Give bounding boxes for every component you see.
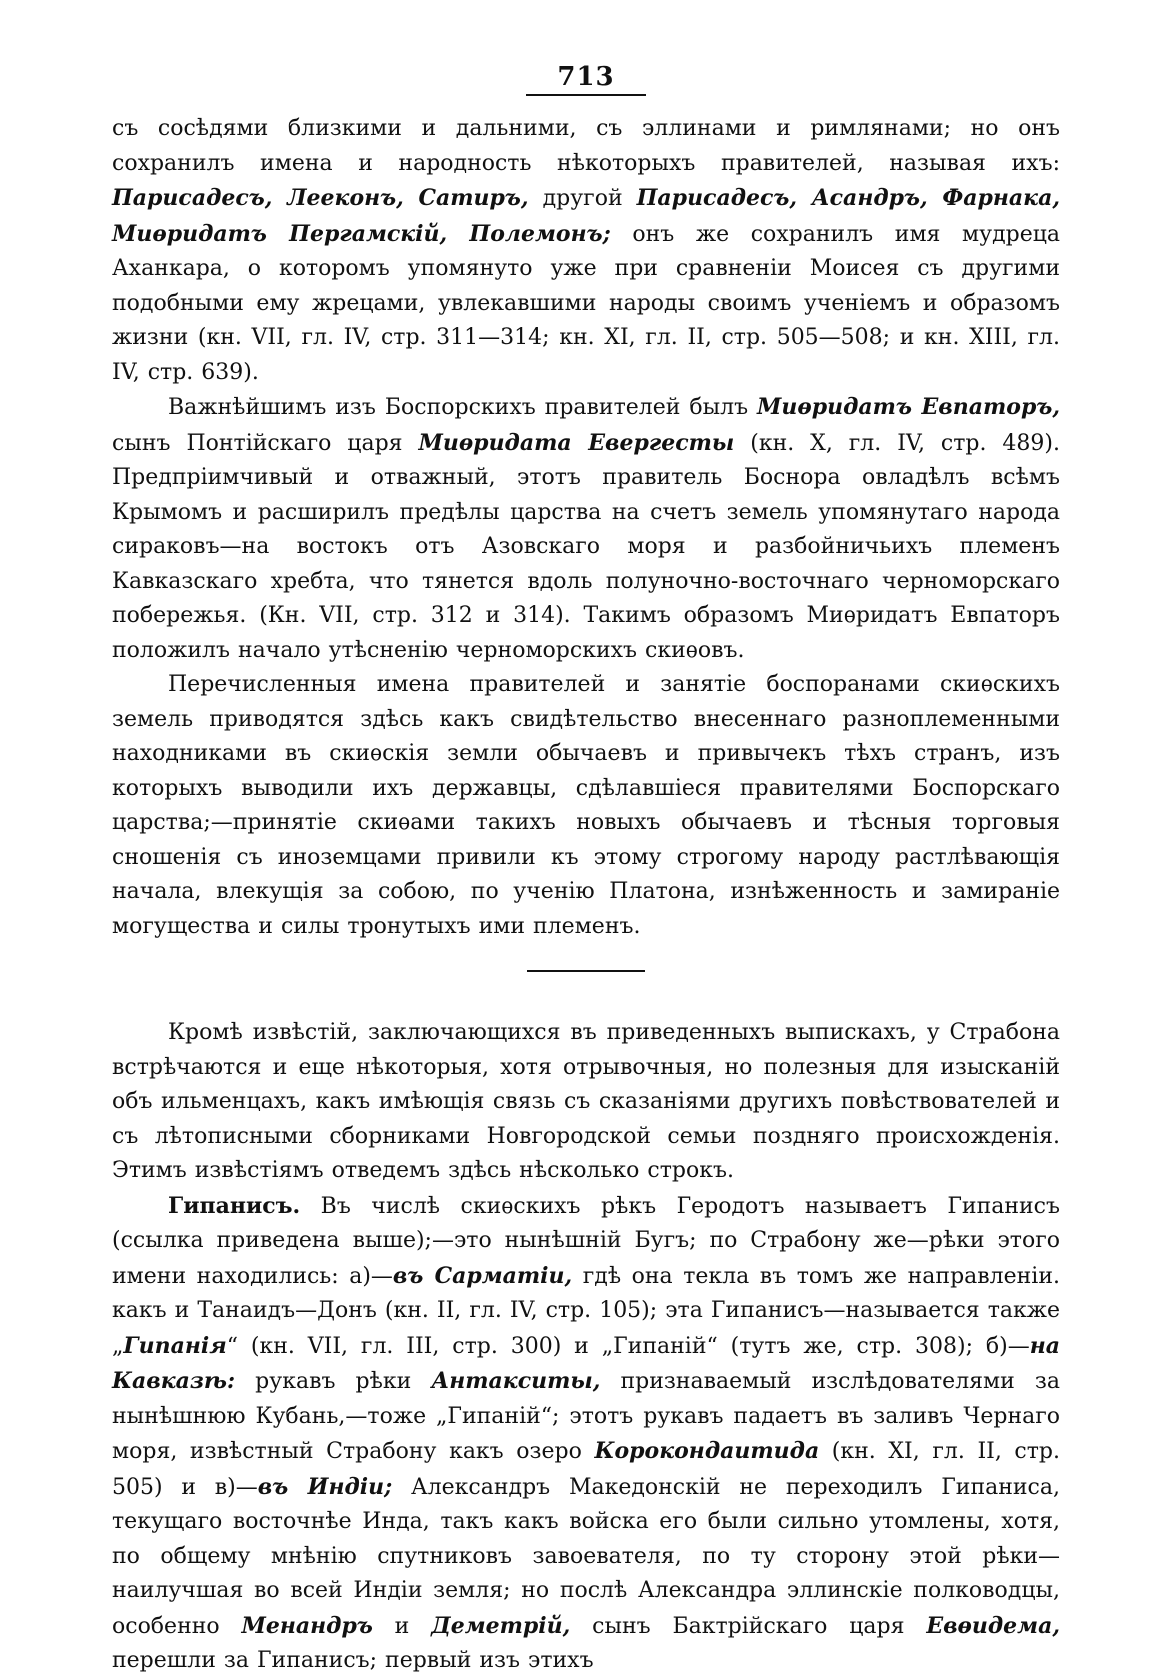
text-run: (кн. XI, гл. II, стр. 505) и в)— <box>112 1439 1060 1500</box>
paragraph <box>112 390 1060 668</box>
text-run: и <box>372 1613 432 1639</box>
emphasis-name: Миѳридатъ Евпаторъ, <box>757 394 1060 420</box>
text-run: признаваемый изслѣдователями за нынѣшнюю Кубань,—тоже „Гипаній“; этотъ рукавъ падаетъ въ заливъ Чернаго моря, извѣстный Страбону какъ озеро <box>112 1369 1060 1464</box>
text-run: “ (кн. VII, гл. III, стр. 300) и „Гипаній“ (тутъ же, стр. 308); б)— <box>226 1333 1030 1359</box>
paragraph <box>112 668 1060 944</box>
emphasis-name: Миѳридата Евергесты <box>418 429 735 456</box>
text-run: рукавъ рѣки <box>235 1369 432 1394</box>
text-run: сынъ Понтійскаго царя <box>112 430 419 456</box>
text-run: (кн. X, гл. IV, стр. 489). Предпріимчивый и отважный, этотъ правитель Боснора овладѣлъ всѣмъ Крымомъ и расширилъ предѣлы царства на счетъ земель упомянутаго народа сираковъ—на востокъ отъ Азовскаго моря и разбойничьихъ племенъ Кавказскаго хребта, что тянется вдоль полуночно-восточнаго черноморскаго побережья. (Кн. VII, стр. 312 и 314). Такимъ образомъ Миѳридатъ Евпаторъ положилъ начало утѣсненію черноморскихъ скиѳовъ. <box>112 430 1060 663</box>
text-run: сынъ Бактрійскаго царя <box>570 1613 927 1639</box>
emphasis-name: на Кавказѣ: <box>112 1332 1060 1394</box>
text-run: другой <box>528 186 637 211</box>
text-run: Важнѣйшимъ изъ Боспорскихъ правителей былъ <box>168 395 758 420</box>
emphasis-name: Антакситы, <box>431 1368 601 1394</box>
text-run: онъ же сохранилъ имя мудреца Аханкара, о которомъ упомянуто уже при сравненіи Моисея съ другими подобными ему жрецами, увлекавшими народы своимъ ученіемъ и образомъ жизни (кн. VII, гл. IV, стр. 311—314; кн. XI, гл. II, стр. 505—508; и кн. XIII, гл. IV, стр. 639). <box>112 221 1060 385</box>
emphasis-name: Евѳидема, <box>926 1612 1060 1639</box>
paragraph <box>112 1189 1060 1679</box>
text-run: Александръ Македонскій не переходилъ Гипаниса, текущаго восточнѣе Инда, такъ какъ войска его были сильно утомлены, хотя, по общему мнѣнію спутниковъ завоевателя, по ту сторону этой рѣки—наилучшая во всей Индіи земля; но послѣ Александра эллинскіе полководцы, особенно <box>112 1474 1060 1639</box>
text-run: перешли за Гипанисъ; первый изъ этихъ <box>112 1648 594 1673</box>
text-run: съ сосѣдями близкими и дальними, съ эллинами и римлянами; но онъ сохранилъ имена и народность нѣкоторыхъ правителей, называя ихъ: <box>112 116 1060 176</box>
emphasis-name: Деметрій, <box>431 1612 571 1639</box>
emphasis-name: въ Сарматіи, <box>392 1262 573 1289</box>
text-run: гдѣ она текла въ томъ же направленіи. какъ и Танаидъ—Донъ (кн. II, гл. IV, стр. 105); эта Гипанисъ—называется также „ <box>112 1263 1060 1359</box>
emphasis-name: въ Индіи; <box>257 1473 393 1500</box>
section-divider <box>527 970 645 972</box>
emphasis-name: Гипанія <box>123 1332 227 1359</box>
paragraph <box>112 112 1060 390</box>
emphasis-name: Менандръ <box>241 1612 373 1639</box>
paragraph <box>112 1016 1060 1189</box>
emphasis-name: Парисадесъ, Асандръ, Фарнака, Миѳридатъ Пергамскій, Полемонъ; <box>112 185 1060 247</box>
emphasis-name: Парисадесъ, Лееконъ, Сатиръ, <box>112 185 529 211</box>
page-number: 713 <box>557 62 615 92</box>
page-number-rule <box>526 94 646 96</box>
text-run: Перечисленныя имена правителей и занятіе боспоранами скиѳскихъ земель приводятся здѣсь какъ свидѣтельство внесеннаго разноплеменными находниками въ скиѳскія земли обычаевъ и привычекъ тѣхъ странъ, изъ которыхъ выводили ихъ державцы, сдѣлавшіеся правителями Боспорскаго царства;—принятіе скиѳами такихъ новыхъ обычаевъ и тѣсныя торговыя сношенія съ иноземцами привили къ этому строгому народу растлѣвающія начала, влекущія за собою, по ученію Платона, изнѣженность и замираніе могущества и силы тронутыхъ ими племенъ. <box>112 672 1060 939</box>
text-run: Кромѣ извѣстій, заключающихся въ приведенныхъ выпискахъ, у Страбона встрѣчаются и еще нѣкоторыя, хотя отрывочныя, но полезныя для изысканій объ ильменцахъ, какъ имѣющія связь съ сказаніями другихъ повѣствователей и съ лѣтописными сборниками Новгородской семьи поздняго происхожденія. Этимъ извѣстіямъ отведемъ здѣсь нѣсколько строкъ. <box>112 1020 1060 1183</box>
text-run: Въ числѣ скиѳскихъ рѣкъ Геродотъ называетъ Гипанисъ (ссылка приведена выше);—это нынѣшній Бугъ; по Страбону же—рѣки этого имени находились: а)— <box>112 1193 1060 1289</box>
emphasis-name: Корокондаитида <box>594 1438 820 1464</box>
section-heading: Гипанисъ. <box>168 1192 301 1219</box>
text-body <box>112 112 1060 1679</box>
